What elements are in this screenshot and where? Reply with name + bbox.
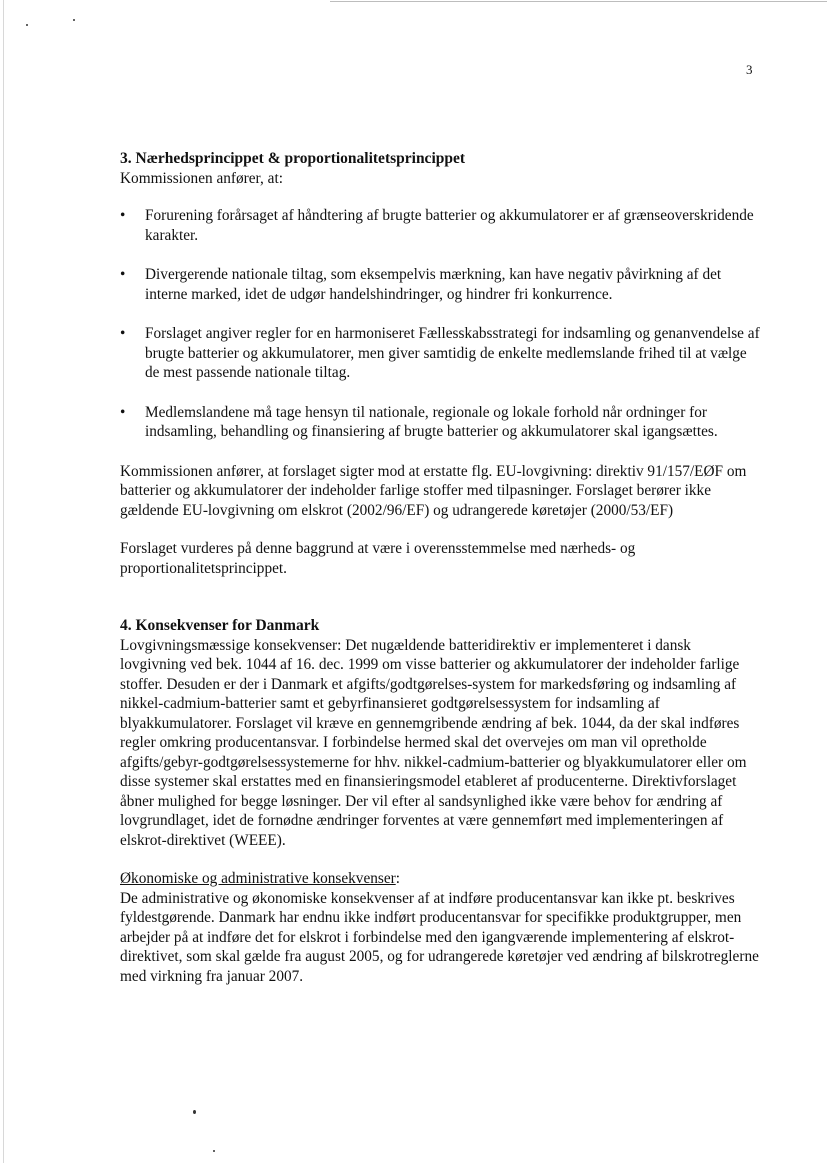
bullet-text: Forurening forårsaget af håndtering af brugte batterier og akkumulatorer er af grænseoverskridende karakter.	[145, 207, 754, 244]
subheading-text: Økonomiske og administrative konsekvenser	[120, 870, 396, 887]
subheading-colon: :	[395, 870, 400, 887]
bullet-icon: •	[120, 207, 126, 224]
scan-edge-top	[330, 1, 827, 2]
bullet-list	[120, 206, 760, 442]
page-number: 3	[746, 62, 753, 77]
scan-speck	[213, 1150, 215, 1152]
section-3-intro: Kommissionen anfører, at:	[120, 169, 283, 187]
bullet-text: Medlemslandene må tage hensyn til nationale, regionale og lokale forhold når ordninger for indsamling, behandling og finansiering af brugte batterier og akkumulatorer skal igangsættes.	[145, 403, 718, 440]
section-3-paragraph-1: Kommissionen anfører, at forslaget sigter mod at erstatte flg. EU-lovgivning: direktiv 91/157/EØF om batterier og akkumulatorer der indeholder farlige stoffer med tilpasninger. Forslaget berører ikke gældende EU-lovgivning om elskrot (2002/96/EF) og udrangerede køretøjer (2000/53/EF)	[120, 462, 747, 519]
scan-edge-left	[3, 0, 4, 1163]
bullet-item	[120, 265, 760, 304]
scan-speck	[26, 24, 28, 26]
section-3-paragraph-2: Forslaget vurderes på denne baggrund at være i overensstemmelse med nærheds- og proportionalitetsprincippet.	[120, 540, 636, 577]
section-4-heading: 4. Konsekvenser for Danmark	[120, 617, 320, 634]
bullet-text: Divergerende nationale tiltag, som eksempelvis mærkning, kan have negativ påvirkning af det interne marked, idet de udgør handelshindringer, og hindrer fri konkurrence.	[145, 266, 722, 303]
bullet-text: Forslaget angiver regler for en harmoniseret Fællesskabsstrategi for indsamling og genanvendelse af brugte batterier og akkumulatorer, men giver samtidig de enkelte medlemslande frihed til at vælge de mest passende nationale tiltag.	[145, 325, 760, 381]
section-4-paragraph-2: De administrative og økonomiske konsekvenser af at indføre producentansvar kan ikke pt. beskrives fyldestgørende. Danmark har endnu ikke indført producentansvar for specifikke produktgrupper, men arbejder på at indføre det for elskrot i forbindelse med den igangværende implementering af elskrot-direktivet, som skal gælde fra august 2005, og for udrangerede køretøjer ved ændring af bilskrotreglerne med virkning fra januar 2007.	[120, 889, 759, 985]
section-4-paragraph-1: Lovgivningsmæssige konsekvenser: Det nugældende batteridirektiv er implementeret i dansk lovgivning ved bek. 1044 af 16. dec. 1999 om visse batterier og akkumulatorer der indeholder farlige stoffer. Desuden er der i Danmark et afgifts/godtgørelses-system for markedsføring og indsamling af nikkel-cadmium-batterier samt et gebyrfinansieret godtgørelsessystem for indsamling af blyakkumulatorer. Forslaget vil kræve en gennemgribende ændring af bek. 1044, da der skal indføres regler omkring producentansvar. I forbindelse hermed skal det overvejes om man vil opretholde afgifts/gebyr-godtgørelsessystemerne for hhv. nikkel-cadmium-batterier og blyakkumulatorer eller om disse systemer skal erstattes med en finansieringsmodel etableret af producenterne. Direktivforslaget åbner mulighed for begge løsninger. Der vil efter al sandsynlighed ikke være behov for ændring af lovgrundlaget, idet de fornødne ændringer forventes at være gennemført med implementeringen af elskrot-direktivet (WEEE).	[120, 636, 747, 849]
scan-speck	[73, 19, 75, 21]
bullet-icon: •	[120, 325, 126, 342]
section-consequences	[120, 616, 760, 986]
section-3-heading: 3. Nærhedsprincippet & proportionalitetsprincippet	[120, 150, 466, 167]
bullet-icon: •	[120, 266, 126, 283]
scan-speck	[193, 1110, 196, 1114]
section-subsidiarity	[120, 149, 760, 578]
bullet-item	[120, 403, 760, 442]
bullet-item	[120, 324, 760, 383]
section-4-subheading	[120, 869, 760, 889]
bullet-icon: •	[120, 403, 126, 421]
document-body	[120, 149, 760, 986]
bullet-item	[120, 206, 760, 245]
